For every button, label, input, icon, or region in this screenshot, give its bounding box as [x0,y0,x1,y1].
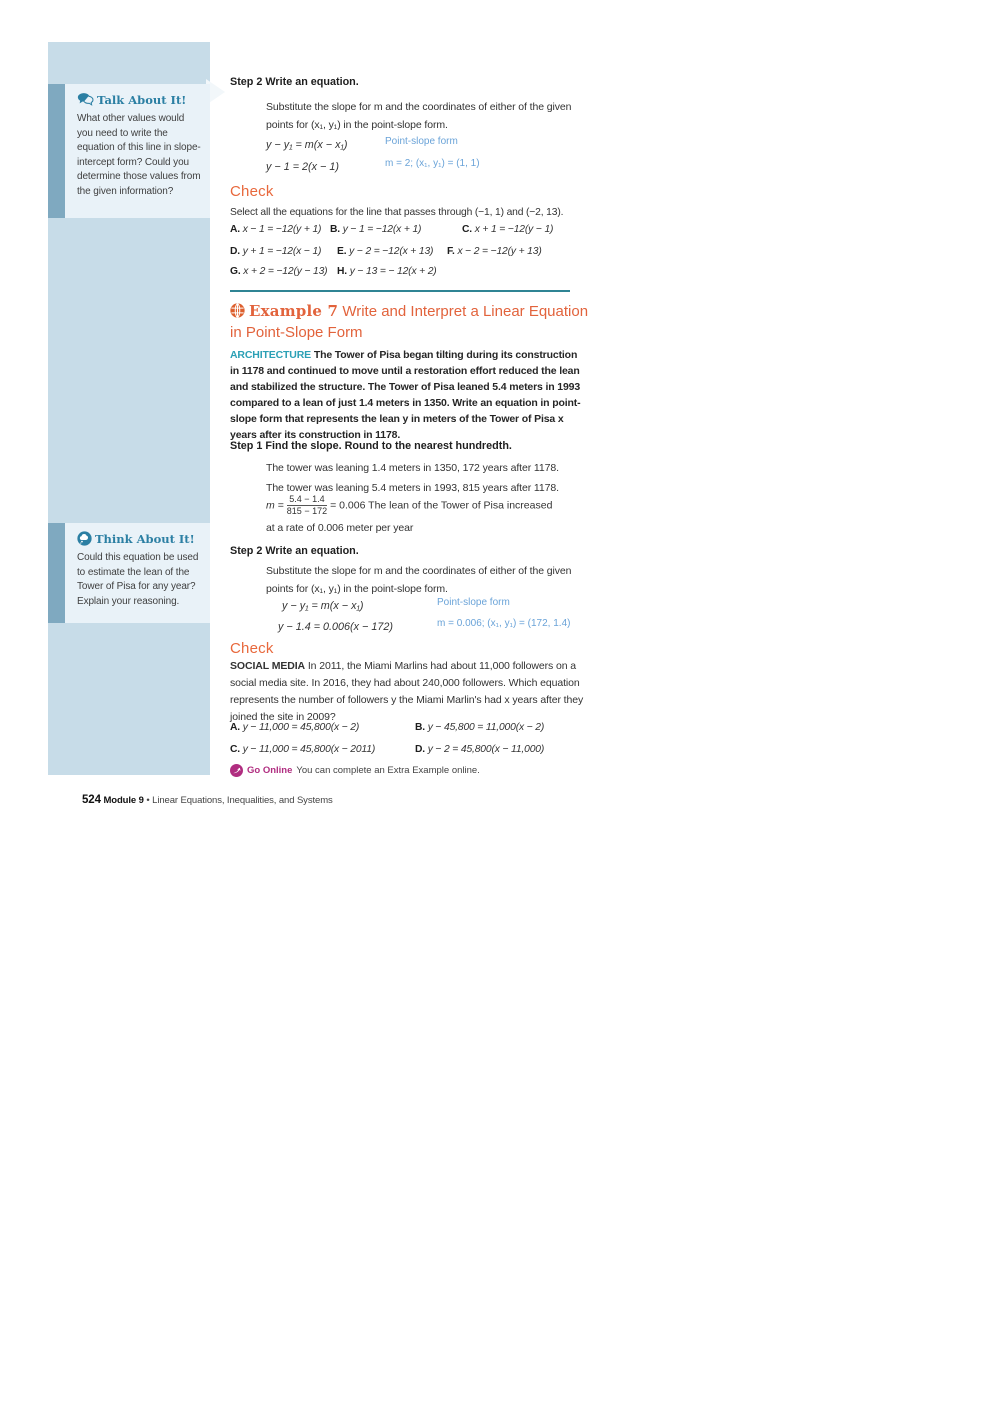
example7-heading [230,301,590,343]
check2-heading: Check [230,640,274,657]
answer-option-a[interactable] [230,224,321,235]
think-about-it-label: Think About It! [95,531,195,546]
equation-note: Point-slope form [437,597,510,608]
slope-result: = 0.006 [330,499,366,512]
example7-label: Example 7 [249,302,339,320]
section-divider-rule [230,290,570,292]
answer-option-d[interactable] [415,744,544,755]
equation-row [266,157,588,177]
answer-option-f[interactable] [447,246,542,257]
talk-about-it-title [77,92,201,107]
option-label: G. [230,266,241,277]
globe-icon [230,303,245,318]
equation-note: m = 2; (x₁, y₁) = (1, 1) [385,158,480,169]
option-label: A. [230,224,240,235]
option-label: E. [337,246,347,257]
example7-intro [230,347,588,443]
equation-note: m = 0.006; (x₁, y₁) = (172, 1.4) [437,618,571,629]
talk-bubbles-icon [77,92,94,107]
option-label: C. [462,224,472,235]
check2-options-row2 [230,744,586,764]
talk-about-it-box [65,84,210,218]
slope-interpretation: The lean of the Tower of Pisa increased [368,499,553,512]
page-footer [82,794,333,806]
step1-line2: The tower was leaning 5.4 meters in 1993, 815 years after 1178. [266,482,559,494]
option-equation: x − 2 = −12(y + 13) [457,246,542,257]
page-number: 524 [82,794,101,806]
answer-option-a[interactable] [230,722,359,733]
talk-box-accent-strip [48,84,65,218]
point-slope-general-equation: y − y₁ = m(x − x₁) [266,139,348,151]
step1-heading: Step 1 Find the slope. Round to the nearest hundredth. [230,440,512,452]
answer-option-h[interactable] [337,266,437,277]
check2-options-row1 [230,722,586,742]
answer-option-c[interactable] [230,744,375,755]
step1-line1: The tower was leaning 1.4 meters in 1350, 172 years after 1178. [266,462,559,474]
answer-option-d[interactable] [230,246,321,257]
option-equation: y − 13 = − 12(x + 2) [349,266,437,277]
check1-heading: Check [230,183,274,200]
option-equation: x − 1 = −12(y + 1) [242,224,322,235]
option-label: C. [230,744,240,755]
go-online-label: Go Online [247,765,293,776]
step1-line3: at a rate of 0.006 meter per year [266,522,414,534]
answer-option-b[interactable] [415,722,544,733]
architecture-label: ARCHITECTURE [230,349,312,361]
architecture-text: The Tower of Pisa began tilting during its construction in 1178 and continued to move until a restoration effort reduced the lean and stabilized the structure. The Tower of Pisa leaned 5.4 meters in 1993 compared to a lean of just 1.4 meters in 1350. Write an equation in point-slope form that represents the lean y in meters of the Tower of Pisa x years after its construction in 1178. [230,349,581,441]
talk-about-it-label: Talk About It! [97,92,187,107]
check1-options-row3 [230,266,586,286]
step2-top-body: Substitute the slope for m and the coordinates of either of the given points for (x₁, y₁) in the point-slope form. [266,101,572,131]
slope-calculation [266,494,606,517]
answer-option-e[interactable] [337,246,433,257]
think-cloud-icon [77,531,92,546]
go-online-text: You can complete an Extra Example online. [296,765,480,776]
answer-option-b[interactable] [330,224,421,235]
slope-lead: m = [266,499,284,512]
option-label: F. [447,246,455,257]
step2-top-heading: Step 2 Write an equation. [230,76,359,88]
module-title: Linear Equations, Inequalities, and Systems [152,795,333,806]
equation-note: Point-slope form [385,136,458,147]
option-equation: y + 1 = −12(x − 1) [242,246,322,257]
option-equation: y − 1 = −12(x + 1) [342,224,422,235]
check1-options-row1 [230,224,586,244]
equation-row [282,596,592,616]
think-about-it-box [65,523,210,623]
footer-separator: • [146,795,150,806]
module-label: Module 9 [103,795,144,806]
answer-option-g[interactable] [230,266,327,277]
option-label: H. [337,266,347,277]
step2-ex-body: Substitute the slope for m and the coordinates of either of the given points for (x₁, y₁) in the point-slope form. [266,565,572,595]
check1-options-row2 [230,246,586,266]
substituted-equation: y − 1.4 = 0.006(x − 172) [278,621,393,633]
equation-row [278,617,592,637]
think-box-accent-strip [48,523,65,623]
think-about-it-title [77,531,201,546]
option-equation: y − 2 = 45,800(x − 11,000) [427,744,545,755]
option-equation: y − 11,000 = 45,800(x − 2) [242,722,360,733]
go-online-icon [230,764,243,777]
step2-ex-heading: Step 2 Write an equation. [230,545,359,557]
go-online-row[interactable] [230,764,480,777]
option-equation: y − 45,800 = 11,000(x − 2) [427,722,545,733]
option-label: B. [330,224,340,235]
option-equation: y − 2 = −12(x + 13) [349,246,434,257]
option-label: D. [230,246,240,257]
equation-row [266,135,588,155]
check2-prompt [230,658,586,726]
think-about-it-text: Could this equation be used to estimate the lean of the Tower of Pisa for any year? Explain your reasoning. [77,552,199,607]
option-equation: y − 11,000 = 45,800(x − 2011) [242,744,376,755]
fraction-denominator: 815 − 172 [286,506,328,516]
example7-title: Write and Interpret a Linear Equation in Point-Slope Form [230,303,589,341]
option-label: D. [415,744,425,755]
substituted-equation: y − 1 = 2(x − 1) [266,161,339,173]
option-label: B. [415,722,425,733]
fraction-numerator: 5.4 − 1.4 [287,494,327,506]
option-equation: x + 1 = −12(y − 1) [474,224,554,235]
check2-prompt-text: In 2011, the Miami Marlins had about 11,000 followers on a social media site. In 2016, they had about 240,000 followers. Which equation represents the number of followers y the Miami Marlin's had x years after they joined the site in 2009? [230,660,584,723]
answer-option-c[interactable] [462,224,553,235]
social-media-label: SOCIAL MEDIA [230,660,306,672]
point-slope-general-equation: y − y₁ = m(x − x₁) [282,600,364,612]
check1-prompt: Select all the equations for the line that passes through (−1, 1) and (−2, 13). [230,207,564,218]
option-label: A. [230,722,240,733]
talk-about-it-text: What other values would you need to write the equation of this line in slope-intercept form? Could you determine those values from the given information? [77,113,201,197]
option-equation: x + 2 = −12(y − 13) [243,266,328,277]
slope-fraction [287,494,327,517]
